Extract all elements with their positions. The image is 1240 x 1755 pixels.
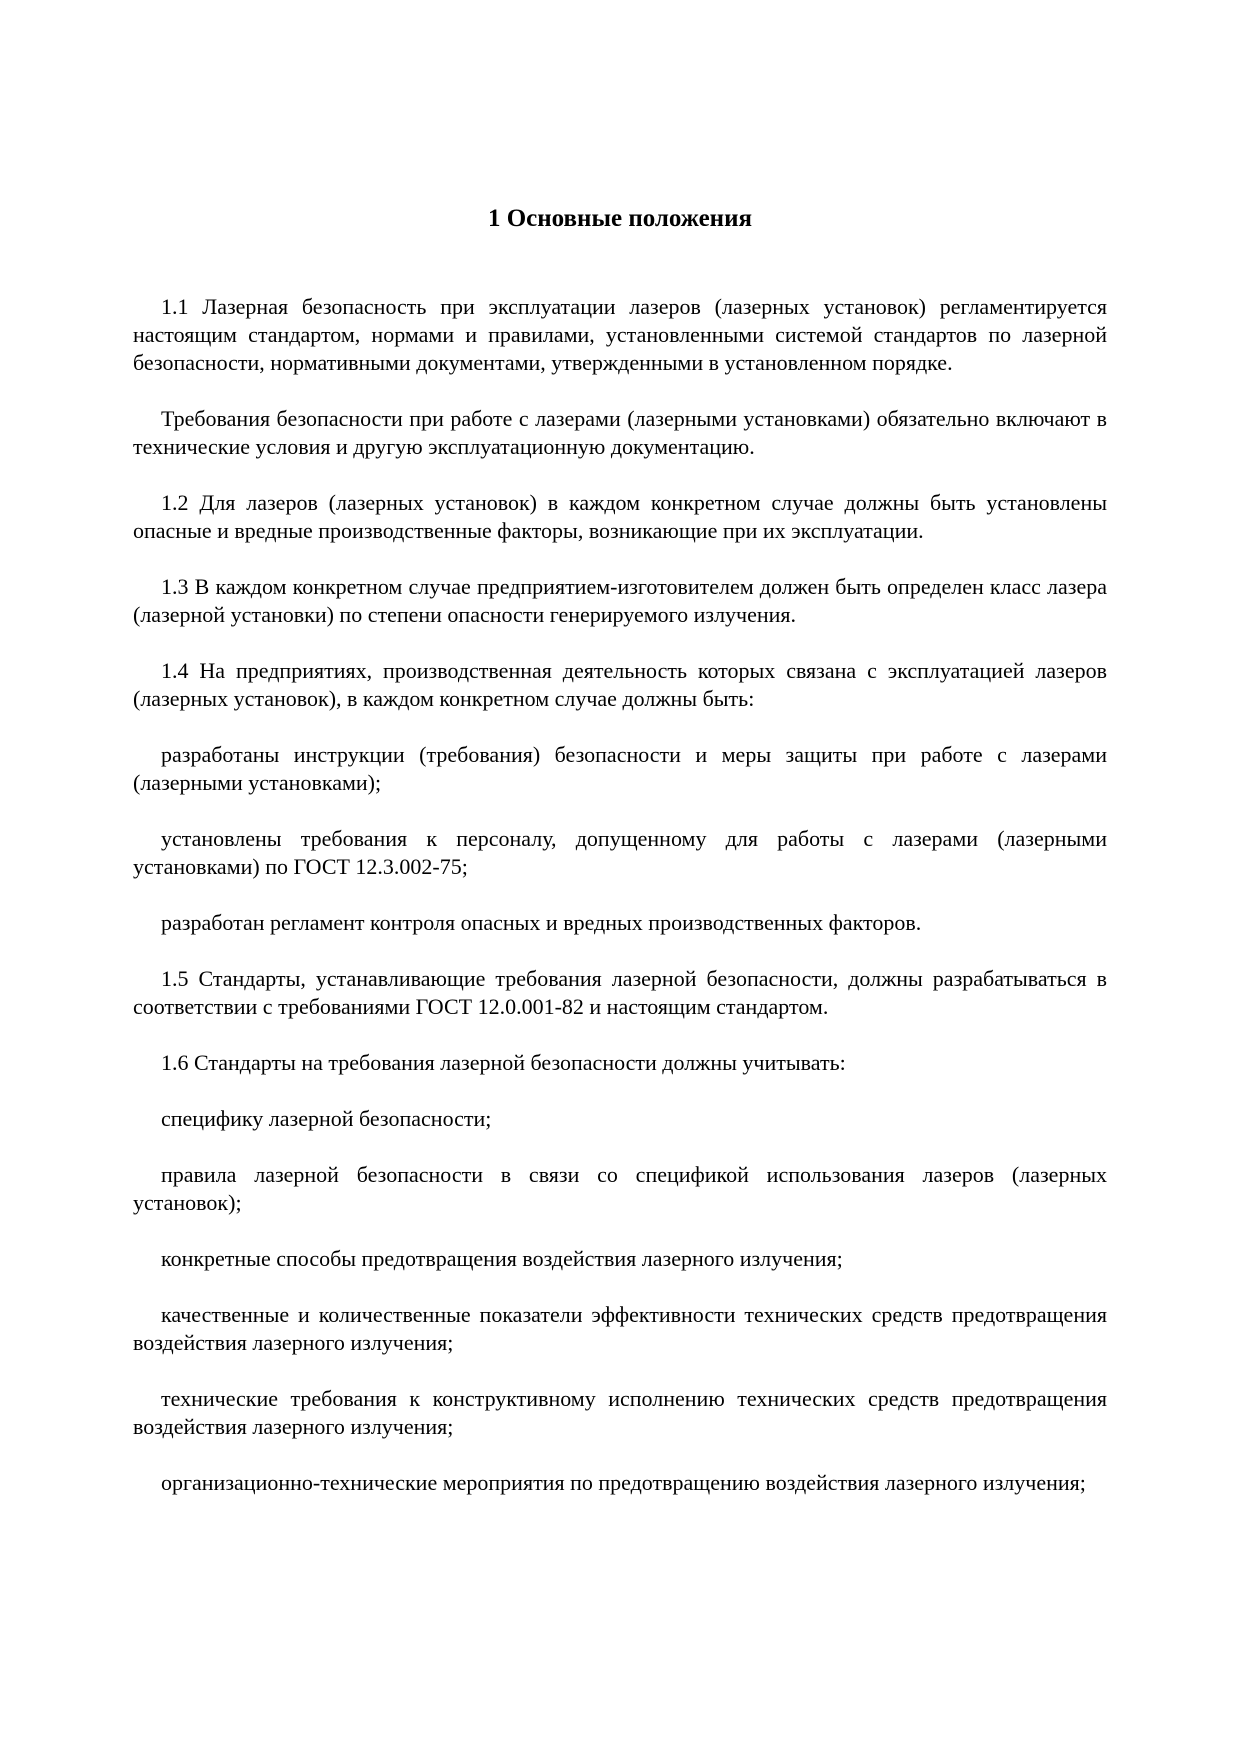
paragraph-1-4: 1.4 На предприятиях, производственная деятельность которых связана с эксплуатацией лазеров (лазерных установок), в каждом конкретном случае должны быть: — [133, 658, 1107, 711]
list-item: правила лазерной безопасности в связи со спецификой использования лазеров (лазерных установок); — [133, 1162, 1107, 1215]
list-item: разработаны инструкции (требования) безопасности и меры защиты при работе с лазерами (лазерными установками); — [133, 742, 1107, 795]
paragraph-1-3: 1.3 В каждом конкретном случае предприятием-изготовителем должен быть определен класс лазера (лазерной установки) по степени опасности генерируемого излучения. — [133, 574, 1107, 627]
list-item: организационно-технические мероприятия по предотвращению воздействия лазерного излучения; — [161, 1470, 1086, 1495]
list-item: установлены требования к персоналу, допущенному для работы с лазерами (лазерными установками) по ГОСТ 12.3.002-75; — [133, 826, 1107, 879]
paragraph-1-6: 1.6 Стандарты на требования лазерной безопасности должны учитывать: — [161, 1050, 846, 1075]
list-item: технические требования к конструктивному исполнению технических средств предотвращения воздействия лазерного излучения; — [133, 1386, 1107, 1439]
section-body — [133, 293, 1107, 1525]
list-item: конкретные способы предотвращения воздействия лазерного излучения; — [161, 1246, 843, 1271]
paragraph-1-2: 1.2 Для лазеров (лазерных установок) в каждом конкретном случае должны быть установлены опасные и вредные производственные факторы, возникающие при их эксплуатации. — [133, 490, 1107, 543]
paragraph-1-1: 1.1 Лазерная безопасность при эксплуатации лазеров (лазерных установок) регламентируется настоящим стандартом, нормами и правилами, установленными системой стандартов по лазерной безопасности, нормативными документами, утвержденными в установленном порядке. — [133, 294, 1107, 375]
list-item: разработан регламент контроля опасных и вредных производственных факторов. — [161, 910, 922, 935]
paragraph-requirements: Требования безопасности при работе с лазерами (лазерными установками) обязательно включают в технические условия и другую эксплуатационную документацию. — [133, 406, 1107, 459]
paragraph-1-5: 1.5 Стандарты, устанавливающие требования лазерной безопасности, должны разрабатываться в соответствии с требованиями ГОСТ 12.0.001-82 и настоящим стандартом. — [133, 966, 1107, 1019]
list-item: качественные и количественные показатели эффективности технических средств предотвращения воздействия лазерного излучения; — [133, 1302, 1107, 1355]
list-item: специфику лазерной безопасности; — [161, 1106, 492, 1131]
section-title: 1 Основные положения — [487, 205, 753, 232]
